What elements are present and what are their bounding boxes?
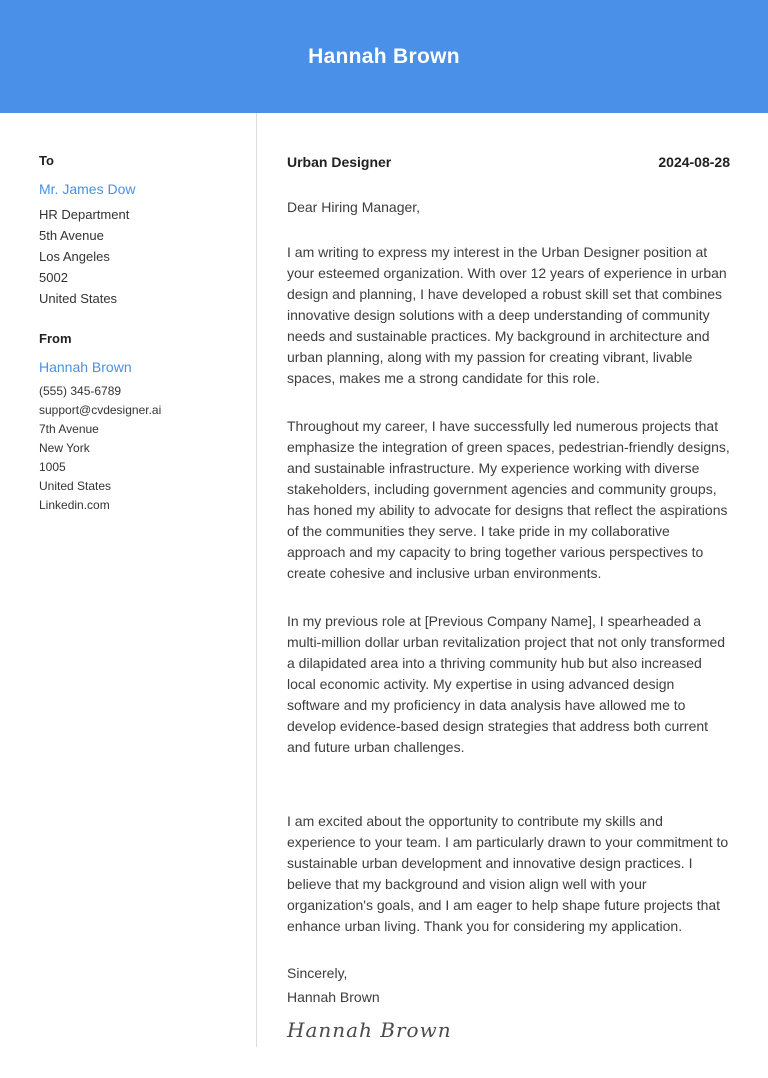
letter-body-layout — [0, 113, 768, 1047]
recipient-address-line: 5002 — [39, 270, 68, 285]
recipient-address-line: United States — [39, 291, 118, 306]
letter-header-banner — [0, 0, 768, 113]
closing-block — [287, 961, 730, 1009]
closing-salutation: Sincerely, — [287, 965, 348, 981]
recipient-address-line: 5th Avenue — [39, 228, 104, 243]
sender-address-line: 1005 — [39, 460, 66, 474]
sender-linkedin: Linkedin.com — [39, 498, 110, 512]
applicant-name-title: Hannah Brown — [308, 44, 460, 68]
recipient-address-line: Los Angeles — [39, 249, 110, 264]
contact-sidebar — [0, 113, 257, 1047]
sender-email: support@cvdesigner.ai — [39, 403, 162, 417]
letter-paragraph: I am excited about the opportunity to contribute my skills and experience to your team. I am particularly drawn to your commitment to sustainable urban development and innovative design practices. I believe that my background and vision align well with your organization's goals, and I am eager to help shape future projects that enhance urban living. Thank you for considering my application. — [287, 813, 729, 934]
greeting: Dear Hiring Manager, — [287, 199, 421, 215]
closing-name: Hannah Brown — [287, 989, 380, 1005]
from-label: From — [39, 331, 72, 346]
handwritten-signature: Hannah Brown — [287, 1018, 452, 1042]
recipient-section — [39, 153, 232, 309]
sender-address-line: New York — [39, 441, 90, 455]
letter-main-column — [257, 113, 768, 1047]
letter-paragraph: In my previous role at [Previous Company Name], I spearheaded a multi-million dollar urban revitalization project that not only transformed a dilapidated area into a thriving community hub but also increased local economic activity. My expertise in using advanced design software and my proficiency in data analysis have allowed me to develop evidence-based design strategies that address both current and future urban challenges. — [287, 613, 726, 755]
to-label: To — [39, 153, 54, 168]
letter-paragraph: I am writing to express my interest in the Urban Designer position at your esteemed organization. With over 12 years of experience in urban design and planning, I have developed a robust skill set that combines innovative design solutions with a deep understanding of community needs and sustainable practices. My background in architecture and urban planning, along with my passion for creating vibrant, livable spaces, makes me a strong candidate for this role. — [287, 244, 727, 386]
recipient-address-list — [39, 204, 232, 309]
recipient-address-line: HR Department — [39, 207, 130, 222]
job-title: Urban Designer — [287, 154, 392, 170]
sender-name-link[interactable]: Hannah Brown — [39, 359, 132, 375]
sender-details-list — [39, 382, 232, 515]
sender-section — [39, 331, 232, 515]
letter-date: 2024-08-28 — [658, 154, 730, 170]
recipient-name-link[interactable]: Mr. James Dow — [39, 181, 136, 197]
sender-address-line: 7th Avenue — [39, 422, 99, 436]
sender-phone: (555) 345-6789 — [39, 384, 122, 398]
sender-address-line: United States — [39, 479, 112, 493]
letter-paragraph: Throughout my career, I have successfully led numerous projects that emphasize the integration of green spaces, pedestrian-friendly designs, and sustainable infrastructure. My experience working with diverse stakeholders, including government agencies and community groups, has honed my ability to advocate for designs that reflect the aspirations of the communities they serve. I take pride in my collaborative approach and my capacity to bring together various perspectives to create cohesive and inclusive urban environments. — [287, 418, 730, 581]
letter-meta-row — [287, 154, 730, 170]
